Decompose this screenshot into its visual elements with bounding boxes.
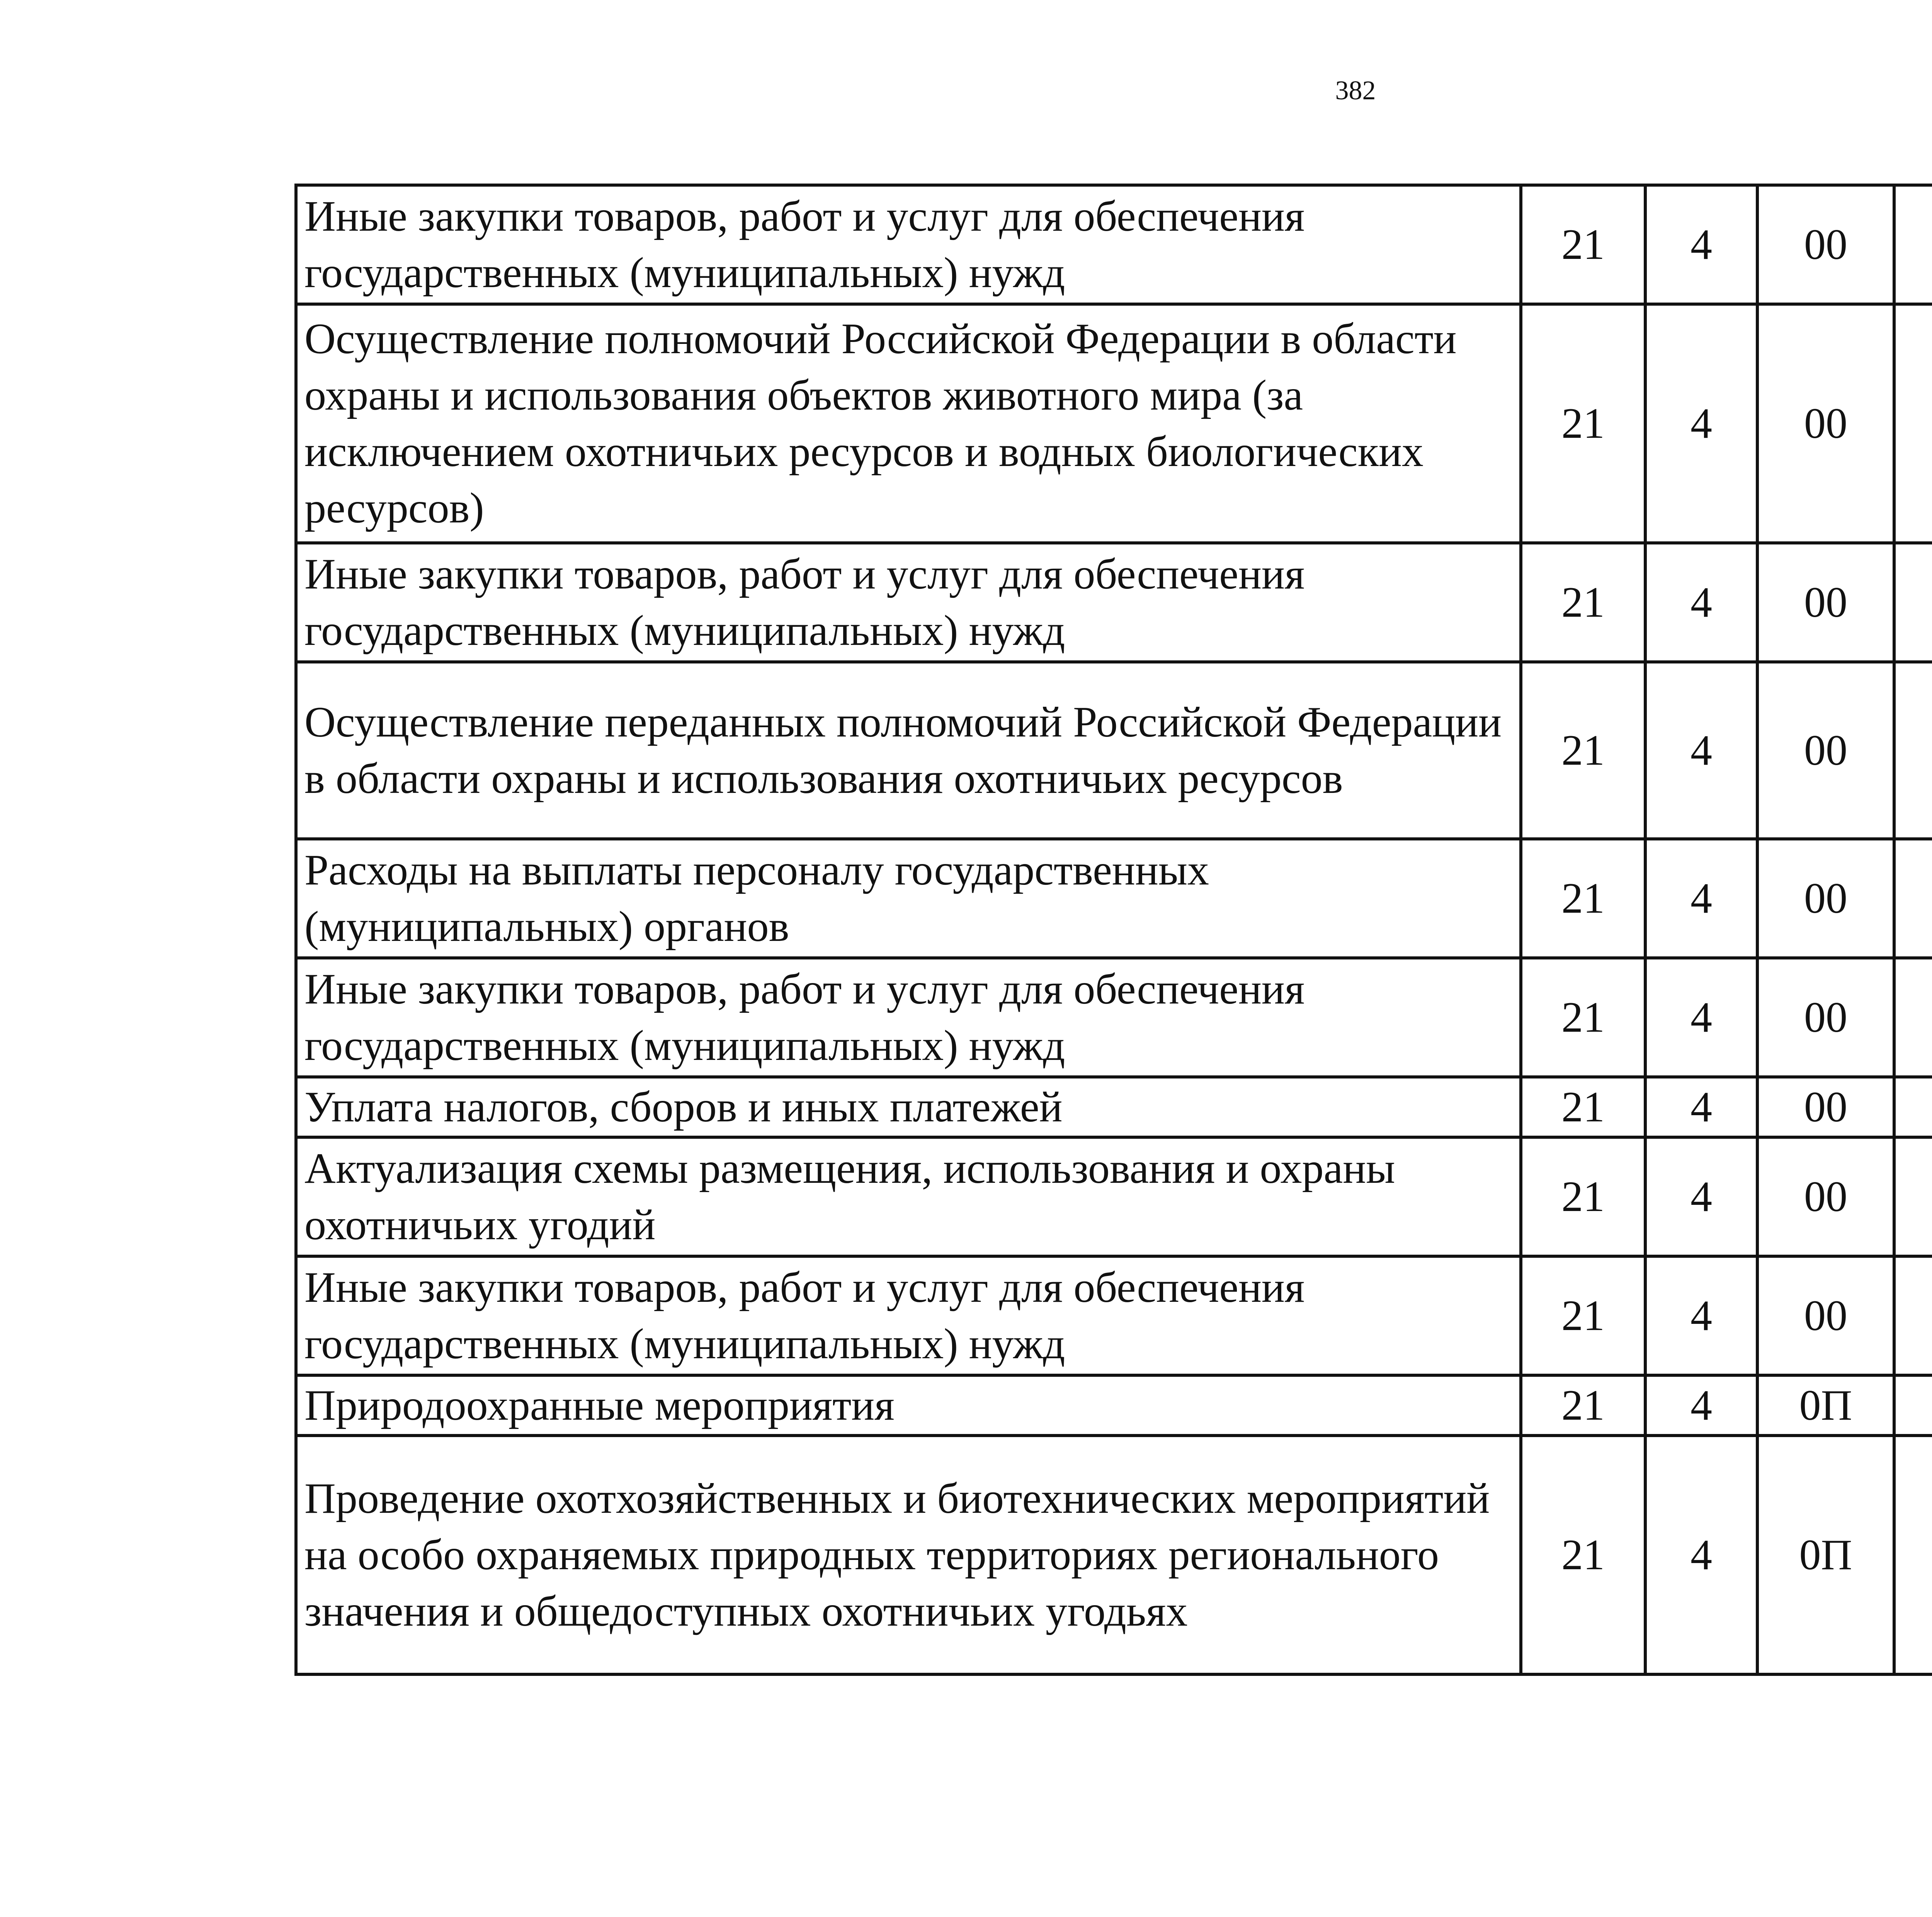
table-row bbox=[296, 1077, 1932, 1137]
expense-name-cell: Актуализация схемы размещения, использования и охраны охотничьих угодий bbox=[296, 1137, 1521, 1256]
table-row bbox=[296, 304, 1932, 543]
expense-name-cell: Осуществление переданных полномочий Российской Федерации в области охраны и использования охотничьих ресурсов bbox=[296, 662, 1521, 839]
program-code-cell: 4 bbox=[1645, 543, 1757, 662]
program-code-cell: 4 bbox=[1645, 1137, 1757, 1256]
budget-table bbox=[294, 184, 1932, 1676]
expense-name-cell: Уплата налогов, сборов и иных платежей bbox=[296, 1077, 1521, 1137]
table-row bbox=[296, 1256, 1932, 1375]
expense-name-cell: Иные закупки товаров, работ и услуг для обеспечения государственных (муниципальных) нужд bbox=[296, 1256, 1521, 1375]
subprogram-code-cell: 00 bbox=[1757, 304, 1894, 543]
table-row bbox=[296, 1137, 1932, 1256]
table-row bbox=[296, 543, 1932, 662]
expense-name-cell: Природоохранные мероприятия bbox=[296, 1375, 1521, 1436]
ministry-code-cell: 21 bbox=[1521, 1436, 1645, 1674]
subprogram-code-cell: 00 bbox=[1757, 662, 1894, 839]
expense-name-cell: Расходы на выплаты персоналу государственных (муниципальных) органов bbox=[296, 839, 1521, 958]
program-code-cell: 4 bbox=[1645, 1375, 1757, 1436]
subprogram-code-cell: 0П bbox=[1757, 1375, 1894, 1436]
subprogram-code-cell: 00 bbox=[1757, 543, 1894, 662]
direction-code-cell bbox=[1894, 1256, 1932, 1375]
ministry-code-cell: 21 bbox=[1521, 1256, 1645, 1375]
expense-name-cell: Иные закупки товаров, работ и услуг для обеспечения государственных (муниципальных) нужд bbox=[296, 185, 1521, 304]
ministry-code-cell: 21 bbox=[1521, 185, 1645, 304]
table-row bbox=[296, 185, 1932, 304]
page-number: 382 bbox=[1335, 76, 1376, 105]
subprogram-code-cell: 00 bbox=[1757, 958, 1894, 1077]
direction-code-cell bbox=[1894, 662, 1932, 839]
ministry-code-cell: 21 bbox=[1521, 1375, 1645, 1436]
table-row bbox=[296, 958, 1932, 1077]
table-row bbox=[296, 1375, 1932, 1436]
ministry-code-cell: 21 bbox=[1521, 1077, 1645, 1137]
program-code-cell: 4 bbox=[1645, 958, 1757, 1077]
subprogram-code-cell: 00 bbox=[1757, 1077, 1894, 1137]
direction-code-cell bbox=[1894, 1436, 1932, 1674]
ministry-code-cell: 21 bbox=[1521, 958, 1645, 1077]
expense-name-cell: Иные закупки товаров, работ и услуг для обеспечения государственных (муниципальных) нужд bbox=[296, 543, 1521, 662]
expense-name-cell: Иные закупки товаров, работ и услуг для обеспечения государственных (муниципальных) нужд bbox=[296, 958, 1521, 1077]
program-code-cell: 4 bbox=[1645, 1077, 1757, 1137]
ministry-code-cell: 21 bbox=[1521, 662, 1645, 839]
table-row bbox=[296, 662, 1932, 839]
direction-code-cell bbox=[1894, 543, 1932, 662]
program-code-cell: 4 bbox=[1645, 1256, 1757, 1375]
ministry-code-cell: 21 bbox=[1521, 543, 1645, 662]
table-row bbox=[296, 1436, 1932, 1674]
direction-code-cell bbox=[1894, 304, 1932, 543]
subprogram-code-cell: 00 bbox=[1757, 839, 1894, 958]
program-code-cell: 4 bbox=[1645, 839, 1757, 958]
program-code-cell: 4 bbox=[1645, 662, 1757, 839]
program-code-cell: 4 bbox=[1645, 1436, 1757, 1674]
program-code-cell: 4 bbox=[1645, 185, 1757, 304]
expense-name-cell: Осуществление полномочий Российской Федерации в области охраны и использования объектов животного мира (за исключением охотничьих ресурсов и водных биологических ресурсов) bbox=[296, 304, 1521, 543]
subprogram-code-cell: 00 bbox=[1757, 1137, 1894, 1256]
direction-code-cell bbox=[1894, 839, 1932, 958]
direction-code-cell bbox=[1894, 1137, 1932, 1256]
ministry-code-cell: 21 bbox=[1521, 839, 1645, 958]
direction-code-cell bbox=[1894, 1077, 1932, 1137]
subprogram-code-cell: 00 bbox=[1757, 185, 1894, 304]
program-code-cell: 4 bbox=[1645, 304, 1757, 543]
direction-code-cell bbox=[1894, 185, 1932, 304]
direction-code-cell bbox=[1894, 1375, 1932, 1436]
subprogram-code-cell: 00 bbox=[1757, 1256, 1894, 1375]
table-row bbox=[296, 839, 1932, 958]
ministry-code-cell: 21 bbox=[1521, 304, 1645, 543]
ministry-code-cell: 21 bbox=[1521, 1137, 1645, 1256]
subprogram-code-cell: 0П bbox=[1757, 1436, 1894, 1674]
direction-code-cell bbox=[1894, 958, 1932, 1077]
expense-name-cell: Проведение охотхозяйственных и биотехнических мероприятий на особо охраняемых природных территориях регионального значения и общедоступных охотничьих угодьях bbox=[296, 1436, 1521, 1674]
